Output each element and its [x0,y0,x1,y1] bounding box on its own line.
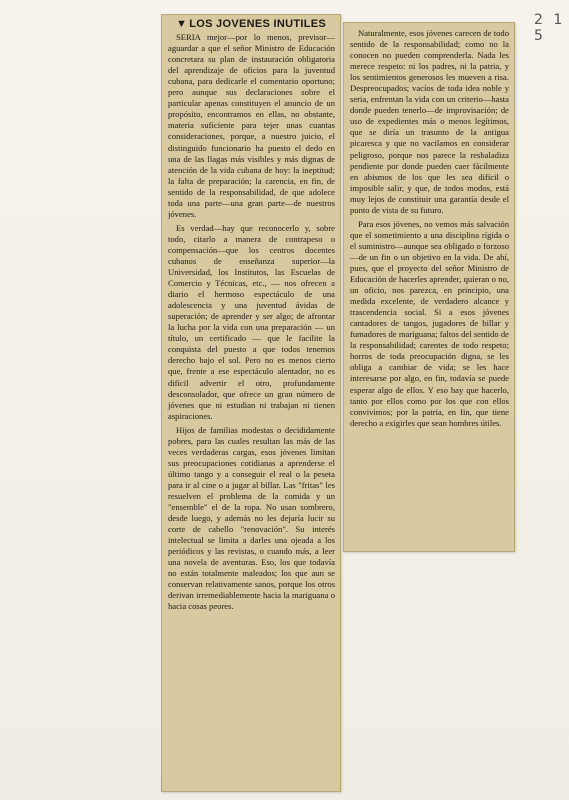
headline-text: LOS JOVENES INUTILES [189,18,326,30]
paragraph: SERIA mejor—por lo menos, previsor— aguardar a que el señor Ministro de Educación concretara su plan de instauración obligatoria del aprendizaje de oficios para la juventud cubana, para dedicarle el comentario oportuno; pero aunque sus declaraciones sobre el particular apenas constituyen el anuncio de un propósito, encontramos en ellas, no obstante, materia suficiente para tejer unas cuantas consideraciones, porque, a nuestro juicio, el distinguido funcionario ha puesto el dedo en una de las llagas más visibles y más dignas de atención de la vida cubana de hoy: la ineptitud; la falta de preparación; la carencia, en fin, de sentido de la responsabilidad, de que adolece toda una parte—una gran parte—de nuestros jóvenes. [168,32,335,219]
article-column-right [350,28,509,432]
paragraph: Es verdad—hay que reconocerlo y, sobre todo, citarlo a manera de contrapeso o compensación—que los centros docentes cubanos de enseñanza superior—la Universidad, los Institutos, las Escuelas de Comercio y Técnicas, etc., — nos ofrecen a diario el hermoso espectáculo de una adolescencia y una juventud ávidas de superación; de aprender y ser algo; de afrontar la lucha por la vida con una preparación — un título, un certificado — que le facilite la conquista del puesto a que todos tenemos derecho bajo el sol. Pero no es menos cierto que, frente a ese espectáculo alentador, no es difícil advertir el otro, profundamente desconsolador, que ofrece un gran número de jóvenes que ni estudian ni trabajan ni tienen aspiraciones. [168,222,335,421]
clipping-left-column [161,14,341,792]
paragraph: Para esos jóvenes, no vemos más salvación que el sometimiento a una disciplina rígida o el suministro—aunque sea obligado o forzoso—de un fin o un objetivo en la vida. De ahí, pues, que el proyecto del señor Ministro de Educación de hacerles aprender, quieran o no, un oficio, nos parezca, en principio, una medida excelente, de verdadero alcance y trascendencia social. Si a esos jóvenes cantadores de tangos, jugadores de billar y fumadores de mariguana; faltos del sentido de la responsabilidad; carentes de todo respeto; horros de toda preocupación digna, se les obliga a cambiar de vida; se les hace interesarse por algo, en fin, todavía se puede esperar algo de ellos. Y eso hay que hacerlo, tanto por ellos como por los que con ellos convivimos; por la patria, en fin, que tiene derecho a exigirles que sean hombres útiles. [350,218,509,428]
paragraph: Hijos de familias modestas o decididamente pobres, para las cuales resultan las más de las veces verdaderas cargas, esos jóvenes limitan sus preocupaciones cotidianas a aprenderse el último tango y a conseguir el real o la peseta para ir al cine o a jugar al billar. Las "fritas" les resuelven el problema de la comida y un "ensemble" el de la ropa. No usan sombrero, desde luego, y además no les dejaría lucir su corte de cabello "renovación". Su interés intelectual se limita a darles una ojeada a los periódicos y las revistas, o cuando más, a leer una novela de aventuras. Eso, los que todavía no están totalmente maleados; los que aun se conservan relativamente sanos, porque los otros derivan irremediablemente hacia la mariguana o hacia cosas peores. [168,424,335,612]
article-headline [176,19,335,30]
page-number: 2 1 5 [534,12,566,44]
article-column-left [168,19,335,615]
clipping-right-column [343,22,515,552]
headline-bullet-icon: ▼ [176,18,188,30]
paragraph: Naturalmente, esos jóvenes carecen de todo sentido de la responsabilidad; como no la conocen no pueden comprenderla. Nada les merece respeto: ni los padres, ni la patria, y los sentimientos generosos les mueven a risa. Despreocupados; vacíos de toda idea noble y seria, enfrentan la vida con un criterio—hasta donde pueden tenerlo—de improvisación; de uso de expedientes más o menos legítimos, que se diría un trasunto de la antigua picaresca y que no vacilamos en considerar peligroso, porque nos parece la resbaladiza pendiente por donde pueden caer fácilmente en abismos de los que les sea difícil o imposible salir, y que, de todos modos, está muy lejos de constituir una garantía desde el punto de vista de su futuro. [350,28,509,215]
